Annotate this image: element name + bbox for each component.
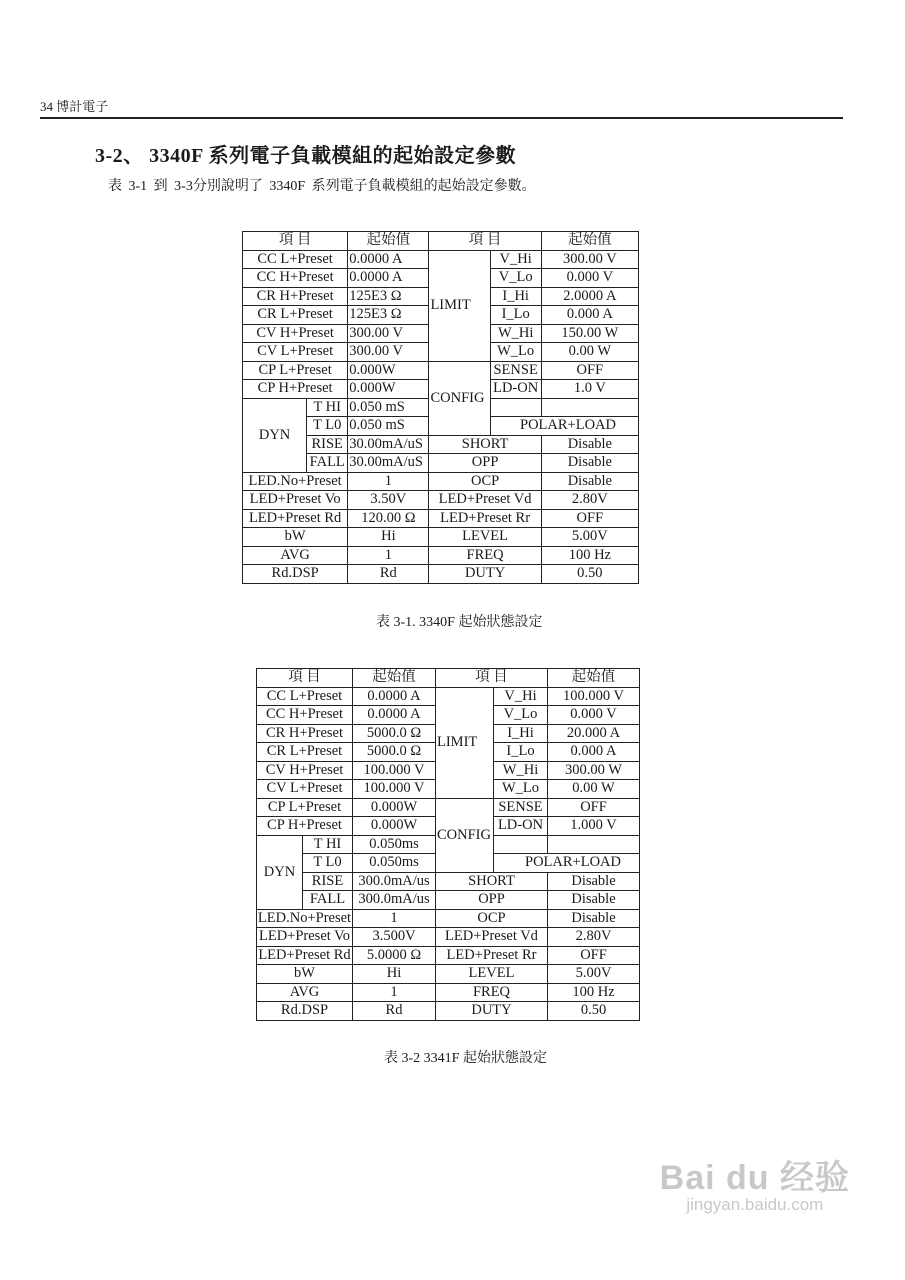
param-label: LED+Preset Rd — [258, 946, 351, 963]
param-value: 0.0000 A — [353, 687, 436, 706]
param-value: 1 — [348, 472, 429, 491]
param-value: 125E3 Ω — [348, 287, 429, 306]
empty-cell — [490, 398, 541, 417]
param-label: CR H+Preset — [243, 287, 348, 306]
limit-label: W_Lo — [490, 343, 541, 362]
param-label: CV L+Preset — [257, 780, 353, 799]
table-row — [257, 965, 640, 984]
config-value: 1.0 V — [541, 380, 638, 399]
header-value: 起始值 — [348, 232, 429, 251]
limit-value: 20.000 A — [548, 724, 640, 743]
param-label: CV L+Preset — [243, 343, 348, 362]
param-label: CC L+Preset — [257, 687, 353, 706]
polar-load: POLAR+LOAD — [490, 417, 638, 436]
dyn-value: 300.0mA/us — [353, 891, 436, 910]
param-label-2: LED+Preset Vd — [436, 928, 548, 947]
param-label: CP L+Preset — [243, 361, 348, 380]
short-value: Disable — [541, 435, 638, 454]
table-row — [257, 928, 640, 947]
opp-value: Disable — [548, 891, 640, 910]
limit-value: 0.000 A — [548, 743, 640, 762]
param-label-2: DUTY — [436, 1002, 548, 1021]
dyn-label: T HI — [303, 835, 353, 854]
header-value-2: 起始值 — [548, 669, 640, 688]
param-label: CV H+Preset — [257, 761, 353, 780]
limit-value: 0.000 V — [548, 706, 640, 725]
limit-label: I_Hi — [494, 724, 548, 743]
config-group-label: CONFIG — [436, 798, 494, 872]
config-value: OFF — [541, 361, 638, 380]
table-row — [243, 509, 639, 528]
param-value: 100.000 V — [353, 761, 436, 780]
config-label: SENSE — [494, 798, 548, 817]
limit-value: 100.000 V — [548, 687, 640, 706]
param-value-2: 100 Hz — [548, 983, 640, 1002]
param-label: CV H+Preset — [243, 324, 348, 343]
limit-value: 0.00 W — [541, 343, 638, 362]
watermark-logo: Bai du 经验 — [659, 1159, 850, 1197]
dyn-group-label: DYN — [243, 398, 307, 472]
config-label: LD-ON — [494, 817, 548, 836]
limit-label: W_Hi — [494, 761, 548, 780]
param-label: CR L+Preset — [257, 743, 353, 762]
param-label: Rd.DSP — [257, 1002, 353, 1021]
param-label-2: FREQ — [429, 546, 541, 565]
param-value: Rd — [348, 565, 429, 584]
dyn-value: 0.050ms — [353, 854, 436, 873]
param-value-2: Disable — [541, 472, 638, 491]
table-row — [257, 1002, 640, 1021]
table-row — [257, 687, 640, 706]
header-value-2: 起始值 — [541, 232, 638, 251]
limit-label: V_Lo — [490, 269, 541, 288]
config-label: SENSE — [490, 361, 541, 380]
limit-value: 300.00 W — [548, 761, 640, 780]
table-row — [257, 798, 640, 817]
param-value: 120.00 Ω — [348, 509, 429, 528]
param-value-2: 0.50 — [541, 565, 638, 584]
opp-value: Disable — [541, 454, 638, 473]
param-label-2: OCP — [429, 472, 541, 491]
limit-value: 0.000 V — [541, 269, 638, 288]
param-label-2: LEVEL — [429, 528, 541, 547]
param-label-2: LED+Preset Rr — [429, 509, 541, 528]
param-value: Hi — [348, 528, 429, 547]
param-label-2: LED+Preset Rr — [436, 946, 548, 965]
table-header-row — [243, 232, 639, 251]
param-label: LED+Preset Vo — [257, 928, 353, 947]
param-value: 0.0000 A — [348, 269, 429, 288]
short-label: SHORT — [436, 872, 548, 891]
param-label-2: LED+Preset Vd — [429, 491, 541, 510]
dyn-label: FALL — [303, 891, 353, 910]
param-value: 3.500V — [353, 928, 436, 947]
dyn-label: T HI — [307, 398, 348, 417]
header-value: 起始值 — [353, 669, 436, 688]
dyn-label: FALL — [307, 454, 348, 473]
table-row — [257, 872, 640, 891]
param-value: 3.50V — [348, 491, 429, 510]
empty-cell — [494, 835, 548, 854]
table-row — [243, 528, 639, 547]
empty-cell — [541, 398, 638, 417]
param-label-2: OCP — [436, 909, 548, 928]
header-rule — [40, 117, 843, 119]
config-label: LD-ON — [490, 380, 541, 399]
limit-value: 0.00 W — [548, 780, 640, 799]
config-value: 1.000 V — [548, 817, 640, 836]
param-value: 5000.0 Ω — [353, 724, 436, 743]
param-value: 5000.0 Ω — [353, 743, 436, 762]
header-item: 項 目 — [243, 232, 348, 251]
limit-label: I_Lo — [494, 743, 548, 762]
empty-cell — [548, 835, 640, 854]
param-value-2: 5.00V — [541, 528, 638, 547]
dyn-value: 0.050 mS — [348, 398, 429, 417]
polar-load: POLAR+LOAD — [494, 854, 640, 873]
dyn-group-label: DYN — [257, 835, 303, 909]
param-label: CP H+Preset — [257, 817, 353, 836]
dyn-value: 300.0mA/us — [353, 872, 436, 891]
table-header-row — [257, 669, 640, 688]
table-row — [257, 983, 640, 1002]
param-value: 0.000W — [348, 361, 429, 380]
limit-label: I_Hi — [490, 287, 541, 306]
dyn-value: 30.00mA/uS — [348, 435, 429, 454]
param-value: Hi — [353, 965, 436, 984]
table-row — [243, 565, 639, 584]
dyn-value: 0.050 mS — [348, 417, 429, 436]
dyn-value: 30.00mA/uS — [348, 454, 429, 473]
param-value-2: 2.80V — [541, 491, 638, 510]
dyn-value: 0.050ms — [353, 835, 436, 854]
param-value: 0.000W — [348, 380, 429, 399]
limit-label: I_Lo — [490, 306, 541, 325]
limit-label: V_Hi — [494, 687, 548, 706]
param-label: CC L+Preset — [243, 250, 348, 269]
table-caption-3-1: 表 3-1. 3340F 起始狀態設定 — [376, 615, 543, 630]
intro-paragraph: 表 3-1 到 3-3分別說明了 3340F 系列電子負載模組的起始設定參數。 — [108, 179, 536, 194]
param-value-2: OFF — [548, 946, 640, 965]
param-value: Rd — [353, 1002, 436, 1021]
limit-label: W_Hi — [490, 324, 541, 343]
param-label-2: LEVEL — [436, 965, 548, 984]
param-label-2: FREQ — [436, 983, 548, 1002]
limit-value: 150.00 W — [541, 324, 638, 343]
page-header: 34 博計電子 — [40, 99, 109, 114]
param-label: CC H+Preset — [243, 269, 348, 288]
param-value: 0.000W — [353, 798, 436, 817]
header-item: 項 目 — [257, 669, 353, 688]
opp-label: OPP — [429, 454, 541, 473]
param-value: 100.000 V — [353, 780, 436, 799]
param-value: 1 — [353, 909, 436, 928]
table-row — [243, 472, 639, 491]
param-value: 0.000W — [353, 817, 436, 836]
dyn-label: T L0 — [303, 854, 353, 873]
param-label: Rd.DSP — [243, 565, 348, 584]
param-label: bW — [243, 528, 348, 547]
param-value-2: 5.00V — [548, 965, 640, 984]
dyn-label: RISE — [303, 872, 353, 891]
param-label: LED.No+Preset — [257, 909, 352, 926]
config-value: OFF — [548, 798, 640, 817]
section-title: 3-2、 3340F 系列電子負載模組的起始設定參數 — [95, 145, 517, 167]
param-value: 0.0000 A — [348, 250, 429, 269]
table-row — [257, 946, 640, 965]
param-label: AVG — [257, 983, 353, 1002]
param-label: LED+Preset Vo — [243, 491, 348, 510]
limit-value: 0.000 A — [541, 306, 638, 325]
baidu-watermark — [660, 1150, 850, 1215]
param-label: AVG — [243, 546, 348, 565]
param-label: CR H+Preset — [257, 724, 353, 743]
param-value: 300.00 V — [348, 324, 429, 343]
dyn-label: RISE — [307, 435, 348, 454]
param-label: CP H+Preset — [243, 380, 348, 399]
param-value: 0.0000 A — [353, 706, 436, 725]
param-value-2: 100 Hz — [541, 546, 638, 565]
limit-label: V_Hi — [490, 250, 541, 269]
short-value: Disable — [548, 872, 640, 891]
param-value-2: 2.80V — [548, 928, 640, 947]
limit-value: 2.0000 A — [541, 287, 638, 306]
param-value-2: Disable — [548, 909, 640, 928]
limit-value: 300.00 V — [541, 250, 638, 269]
table-row — [243, 250, 639, 269]
limit-group-label: LIMIT — [429, 250, 490, 361]
param-value: 1 — [348, 546, 429, 565]
dyn-label: T L0 — [307, 417, 348, 436]
header-item-2: 項 目 — [429, 232, 541, 251]
table-row — [243, 546, 639, 565]
config-group-label: CONFIG — [429, 361, 490, 435]
table-row — [243, 361, 639, 380]
param-value: 1 — [353, 983, 436, 1002]
table-row — [243, 491, 639, 510]
param-value: 125E3 Ω — [348, 306, 429, 325]
limit-label: V_Lo — [494, 706, 548, 725]
param-value-2: OFF — [541, 509, 638, 528]
short-label: SHORT — [429, 435, 541, 454]
param-label: LED.No+Preset — [243, 472, 348, 491]
param-value-2: 0.50 — [548, 1002, 640, 1021]
param-label: bW — [257, 965, 353, 984]
param-label-2: DUTY — [429, 565, 541, 584]
param-value: 5.0000 Ω — [353, 946, 436, 965]
param-label: CR L+Preset — [243, 306, 348, 325]
header-item-2: 項 目 — [436, 669, 548, 688]
param-label: LED+Preset Rd — [243, 509, 348, 528]
settings-table-3341f — [256, 668, 640, 1021]
watermark-url: jingyan.baidu.com — [686, 1195, 824, 1214]
param-label: CC H+Preset — [257, 706, 353, 725]
settings-table-3340f — [242, 231, 639, 584]
limit-label: W_Lo — [494, 780, 548, 799]
table-row — [257, 891, 640, 910]
opp-label: OPP — [436, 891, 548, 910]
param-label: CP L+Preset — [257, 798, 353, 817]
table-caption-3-2: 表 3-2 3341F 起始狀態設定 — [384, 1051, 547, 1066]
limit-group-label: LIMIT — [436, 687, 494, 798]
table-row — [257, 909, 640, 928]
param-value: 300.00 V — [348, 343, 429, 362]
